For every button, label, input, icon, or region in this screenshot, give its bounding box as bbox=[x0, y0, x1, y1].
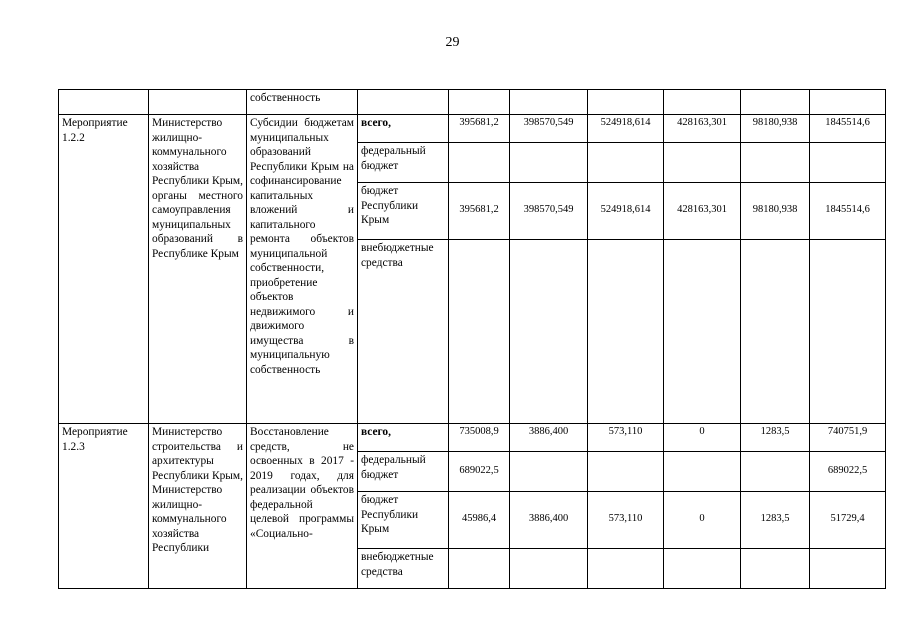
value-cell: 0 bbox=[664, 424, 741, 452]
event-cell bbox=[59, 90, 149, 115]
source-label: федеральный бюджет bbox=[358, 143, 449, 183]
value-cell bbox=[664, 240, 741, 424]
continuation-row bbox=[59, 90, 886, 115]
value-cell: 573,110 bbox=[588, 424, 664, 452]
value-cell bbox=[588, 240, 664, 424]
value-cell bbox=[510, 452, 588, 492]
executor-cell: Министерство строительства и архитектуры Республики Крым, Министерство жилищно-коммунального хозяйства Республики bbox=[149, 424, 247, 589]
value-cell bbox=[810, 90, 886, 115]
value-cell bbox=[588, 452, 664, 492]
value-cell bbox=[664, 549, 741, 589]
value-cell: 428163,301 bbox=[664, 115, 741, 143]
value-cell bbox=[510, 549, 588, 589]
description-cell: Восстановление средств, не освоенных в 2017 - 2019 годах, для реализации объектов федеральной целевой программы «Социально- bbox=[247, 424, 358, 589]
table-row bbox=[59, 424, 886, 452]
value-cell bbox=[588, 549, 664, 589]
value-cell bbox=[510, 143, 588, 183]
source-label: бюджет Республики Крым bbox=[358, 183, 449, 240]
value-cell: 98180,938 bbox=[741, 115, 810, 143]
value-cell bbox=[588, 143, 664, 183]
value-cell: 398570,549 bbox=[510, 115, 588, 143]
source-label: внебюджетные средства bbox=[358, 549, 449, 589]
value-cell bbox=[449, 549, 510, 589]
value-cell: 1845514,6 bbox=[810, 183, 886, 240]
value-cell bbox=[449, 143, 510, 183]
value-cell: 524918,614 bbox=[588, 183, 664, 240]
value-cell bbox=[810, 549, 886, 589]
event-cell: Мероприятие 1.2.3 bbox=[59, 424, 149, 589]
budget-table bbox=[58, 89, 886, 589]
value-cell: 51729,4 bbox=[810, 492, 886, 549]
value-cell: 395681,2 bbox=[449, 183, 510, 240]
executor-cell: Министерство жилищно-коммунального хозяйства Республики Крым, органы местного самоуправления муниципальных образований в Республике Крым bbox=[149, 115, 247, 424]
value-cell bbox=[588, 90, 664, 115]
value-cell bbox=[664, 90, 741, 115]
value-cell bbox=[664, 452, 741, 492]
value-cell: 689022,5 bbox=[810, 452, 886, 492]
value-cell bbox=[510, 90, 588, 115]
executor-cell bbox=[149, 90, 247, 115]
value-cell bbox=[510, 240, 588, 424]
value-cell bbox=[741, 549, 810, 589]
value-cell bbox=[741, 240, 810, 424]
source-cell bbox=[358, 90, 449, 115]
value-cell: 98180,938 bbox=[741, 183, 810, 240]
value-cell: 524918,614 bbox=[588, 115, 664, 143]
value-cell: 395681,2 bbox=[449, 115, 510, 143]
description-cell: собственность bbox=[247, 90, 358, 115]
value-cell bbox=[449, 90, 510, 115]
value-cell bbox=[664, 143, 741, 183]
value-cell: 1845514,6 bbox=[810, 115, 886, 143]
value-cell bbox=[810, 240, 886, 424]
event-cell: Мероприятие 1.2.2 bbox=[59, 115, 149, 424]
value-cell bbox=[810, 143, 886, 183]
value-cell: 0 bbox=[664, 492, 741, 549]
source-total-label: всего, bbox=[358, 115, 449, 143]
source-total-label: всего, bbox=[358, 424, 449, 452]
description-cell: Субсидии бюджетам муниципальных образований Республики Крым на софинансирование капитальных вложений и капитального ремонта объектов муниципальной собственности, приобретение объектов недвижимого и движимого имущества в муниципальную собственность bbox=[247, 115, 358, 424]
value-cell: 740751,9 bbox=[810, 424, 886, 452]
page-number: 29 bbox=[445, 35, 460, 50]
value-cell: 573,110 bbox=[588, 492, 664, 549]
source-label: внебюджетные средства bbox=[358, 240, 449, 424]
value-cell bbox=[741, 452, 810, 492]
value-cell: 1283,5 bbox=[741, 492, 810, 549]
value-cell: 428163,301 bbox=[664, 183, 741, 240]
source-label: федеральный бюджет bbox=[358, 452, 449, 492]
value-cell: 1283,5 bbox=[741, 424, 810, 452]
value-cell bbox=[449, 240, 510, 424]
table-row bbox=[59, 115, 886, 143]
value-cell: 735008,9 bbox=[449, 424, 510, 452]
value-cell: 398570,549 bbox=[510, 183, 588, 240]
value-cell: 3886,400 bbox=[510, 492, 588, 549]
source-label: бюджет Республики Крым bbox=[358, 492, 449, 549]
value-cell: 45986,4 bbox=[449, 492, 510, 549]
value-cell: 689022,5 bbox=[449, 452, 510, 492]
value-cell bbox=[741, 90, 810, 115]
value-cell bbox=[741, 143, 810, 183]
value-cell: 3886,400 bbox=[510, 424, 588, 452]
